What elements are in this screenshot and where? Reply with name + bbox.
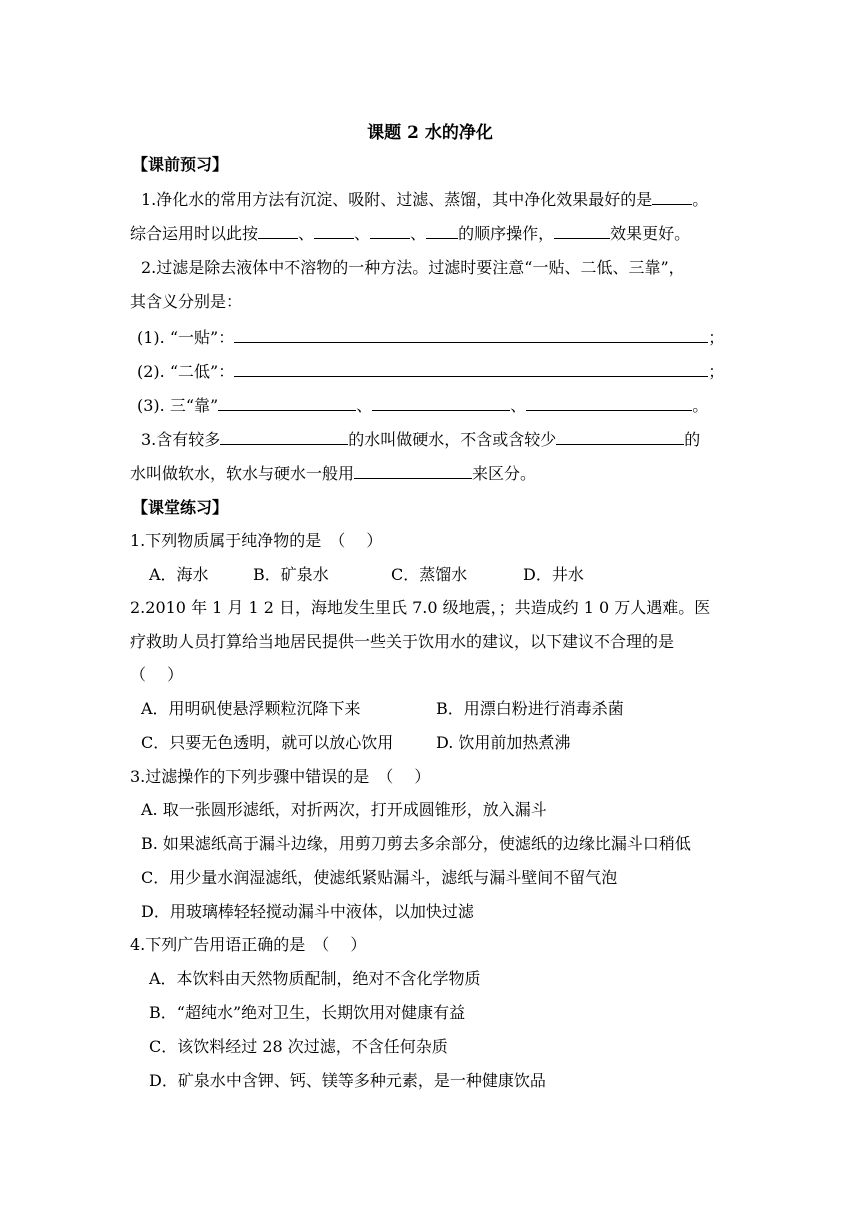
- separator: 、: [356, 396, 373, 415]
- option-c[interactable]: C．蒸馏水: [391, 565, 468, 584]
- preview-q3-text4: 水叫做软水，软水与硬水一般用: [130, 464, 355, 483]
- preview-q2-item1: [137, 327, 724, 348]
- answer-blank[interactable]: [554, 223, 610, 239]
- answer-blank[interactable]: [426, 223, 458, 239]
- page-title: 课题 2 水的净化: [367, 123, 493, 143]
- preview-q1-line1: [141, 189, 708, 210]
- item-label: (1). “一贴”：: [137, 328, 235, 347]
- option-c[interactable]: C．用少量水润湿滤纸，使滤纸紧贴漏斗，滤纸与漏斗壁间不留气泡: [141, 868, 618, 887]
- item-label: (3). 三“靠”: [137, 396, 219, 415]
- preview-q2-line1: 2.过滤是除去液体中不溶物的一种方法。过滤时要注意“一贴、二低、三靠”，: [141, 258, 685, 277]
- item-end: ；: [708, 362, 725, 381]
- option-d[interactable]: D．用玻璃棒轻轻搅动漏斗中液体，以加快过滤: [141, 902, 474, 921]
- option-a[interactable]: A．用明矾使悬浮颗粒沉降下来: [141, 699, 361, 718]
- answer-blank[interactable]: [372, 395, 510, 411]
- preview-q1-end: 。: [692, 190, 709, 209]
- preview-q2-line2: 其含义分别是：: [130, 292, 243, 311]
- preview-q3-text: 3.含有较多: [141, 430, 221, 449]
- separator: 、: [410, 224, 427, 243]
- preview-q2-item2: [137, 361, 724, 382]
- preview-q3-line2: [130, 463, 536, 484]
- option-c[interactable]: C．该饮料经过 28 次过滤，不含任何杂质: [149, 1037, 448, 1056]
- option-b[interactable]: B. 如果滤纸高于漏斗边缘，用剪刀剪去多余部分，使滤纸的边缘比漏斗口稍低: [141, 834, 691, 853]
- practice-q2-line1: 2.2010 年 1 月 1 2 日，海地发生里氏 7.0 级地震，；共造成约 1 0 万人遇难。医: [130, 598, 711, 617]
- preview-q3-text2: 的水叫做硬水，不含或含较少: [348, 430, 557, 449]
- option-a[interactable]: A．海水: [149, 565, 209, 584]
- option-a[interactable]: A．本饮料由天然物质配制，绝对不含化学物质: [149, 969, 481, 988]
- separator: 、: [354, 224, 371, 243]
- option-b[interactable]: B．“超纯水”绝对卫生，长期饮用对健康有益: [149, 1003, 466, 1022]
- answer-blank[interactable]: [526, 395, 692, 411]
- item-end: ；: [708, 328, 725, 347]
- preview-q1-line2: [130, 223, 690, 244]
- practice-heading: 【课堂练习】: [132, 498, 229, 517]
- preview-q3-text5: 来区分。: [472, 464, 537, 483]
- answer-blank[interactable]: [218, 395, 356, 411]
- answer-blank[interactable]: [220, 429, 348, 445]
- practice-q4-stem: 4.下列广告用语正确的是 （ ）: [130, 935, 367, 954]
- preview-heading: 【课前预习】: [132, 155, 229, 174]
- answer-blank[interactable]: [234, 327, 708, 343]
- practice-q2-options-row1: [141, 699, 624, 719]
- option-a[interactable]: A. 取一张圆形滤纸，对折两次，打开成圆锥形，放入漏斗: [141, 800, 547, 819]
- practice-q2-options-row2: [141, 733, 570, 753]
- preview-q3-text3: 的: [684, 430, 701, 449]
- answer-blank[interactable]: [354, 463, 472, 479]
- item-label: (2). “二低”：: [137, 362, 235, 381]
- practice-q2-line3: （ ）: [130, 665, 184, 684]
- answer-blank[interactable]: [258, 223, 298, 239]
- preview-q1-text4: 效果更好。: [610, 224, 691, 243]
- preview-q1-text3: 的顺序操作，: [458, 224, 555, 243]
- answer-blank[interactable]: [234, 361, 708, 377]
- practice-q2-line2: 疗救助人员打算给当地居民提供一些关于饮用水的建议，以下建议不合理的是: [130, 632, 675, 651]
- option-b[interactable]: B．矿泉水: [253, 565, 329, 584]
- answer-blank[interactable]: [314, 223, 354, 239]
- practice-q3-stem: 3.过滤操作的下列步骤中错误的是 （ ）: [130, 767, 431, 786]
- practice-q1-stem: 1.下列物质属于纯净物的是 （ ）: [130, 531, 383, 550]
- preview-q1-text2: 综合运用时以此按: [130, 224, 259, 243]
- answer-blank[interactable]: [556, 429, 684, 445]
- answer-blank[interactable]: [370, 223, 410, 239]
- item-end: 。: [692, 396, 709, 415]
- answer-blank[interactable]: [652, 189, 692, 205]
- separator: 、: [298, 224, 315, 243]
- preview-q3-line1: [141, 429, 700, 450]
- practice-q1-options: [149, 565, 584, 585]
- option-d[interactable]: D. 饮用前加热煮沸: [436, 733, 571, 752]
- option-c[interactable]: C．只要无色透明，就可以放心饮用: [141, 733, 394, 752]
- preview-q2-item3: [137, 395, 708, 416]
- option-d[interactable]: D．井水: [523, 565, 584, 584]
- option-b[interactable]: B．用漂白粉进行消毒杀菌: [436, 699, 624, 718]
- separator: 、: [510, 396, 527, 415]
- preview-q1-text: 1.净化水的常用方法有沉淀、吸附、过滤、蒸馏，其中净化效果最好的是: [141, 190, 653, 209]
- option-d[interactable]: D．矿泉水中含钾、钙、镁等多种元素，是一种健康饮品: [149, 1071, 546, 1090]
